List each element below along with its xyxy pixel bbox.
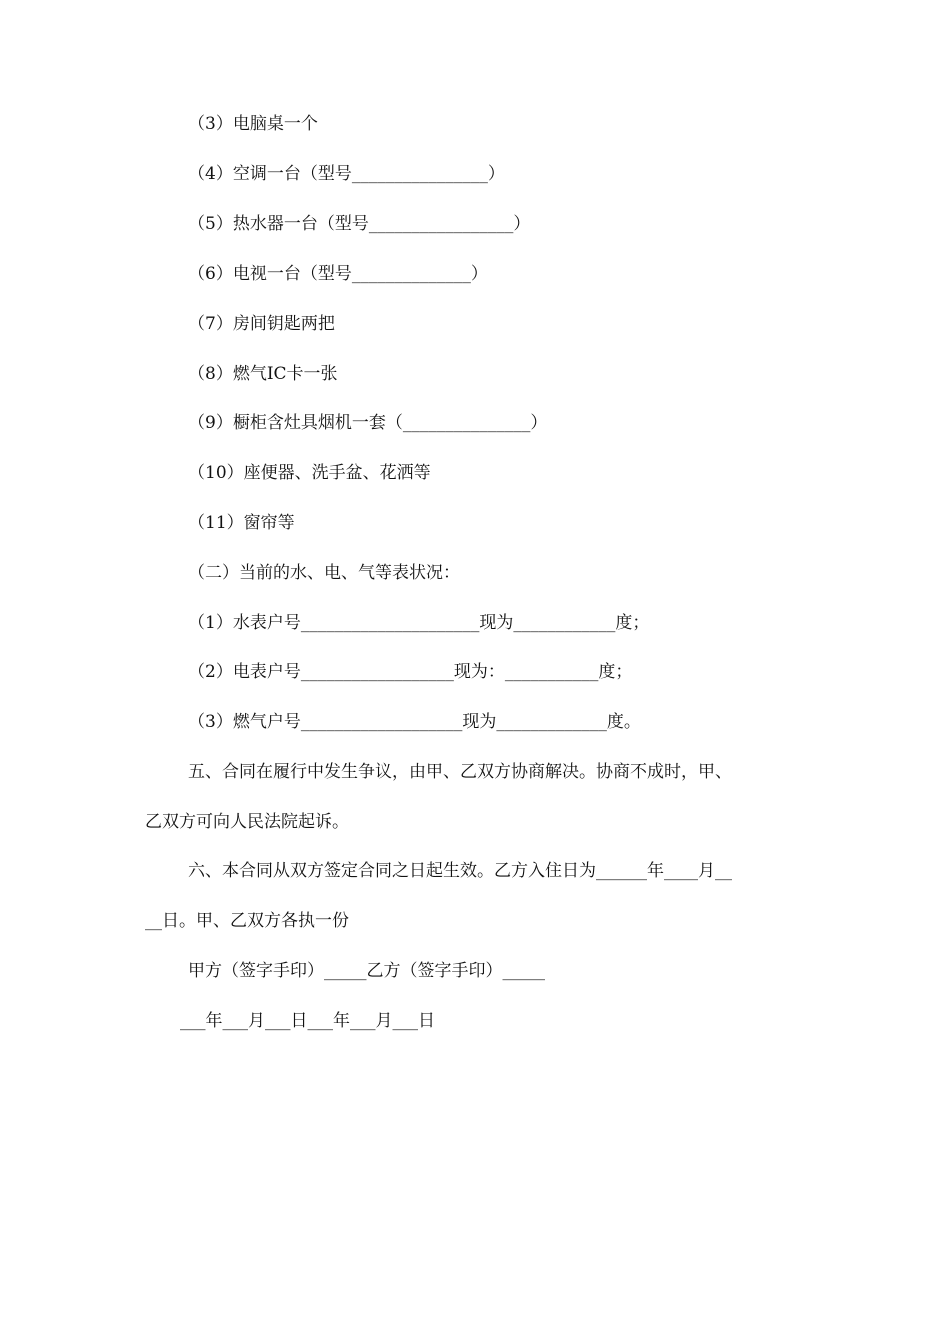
item-television: （6）电视一台（型号______________） xyxy=(188,264,488,284)
clause-six-line-1: 六、本合同从双方签定合同之日起生效。乙方入住日为______年____月__ xyxy=(188,861,732,881)
clause-six-line-2: __日。甲、乙双方各执一份 xyxy=(145,911,349,931)
signature-line: 甲方（签字手印）_____乙方（签字手印）_____ xyxy=(188,961,545,981)
item-computer-desk: （3）电脑桌一个 xyxy=(188,114,318,134)
clause-five-line-2: 乙双方可向人民法院起诉。 xyxy=(145,812,349,832)
clause-five-line-1: 五、合同在履行中发生争议，由甲、乙双方协商解决。协商不成时，甲、 xyxy=(188,762,732,782)
item-gas-ic-card: （8）燃气IC卡一张 xyxy=(188,364,338,384)
item-bathroom-fixtures: （10）座便器、洗手盆、花洒等 xyxy=(188,463,431,483)
gas-meter-line: （3）燃气户号___________________现为_____________度。 xyxy=(188,712,641,732)
electric-meter-line: （2）电表户号__________________现为：___________度； xyxy=(188,662,633,682)
water-meter-line: （1）水表户号_____________________现为____________度； xyxy=(188,613,650,633)
item-room-keys: （7）房间钥匙两把 xyxy=(188,314,335,334)
item-cabinet-set: （9）橱柜含灶具烟机一套（_______________） xyxy=(188,413,548,433)
meter-section-heading: （二）当前的水、电、气等表状况： xyxy=(188,563,460,583)
date-line: ___年___月___日___年___月___日 xyxy=(180,1011,435,1031)
item-curtains: （11）窗帘等 xyxy=(188,513,295,533)
item-air-conditioner: （4）空调一台（型号________________） xyxy=(188,164,505,184)
item-water-heater: （5）热水器一台（型号_________________） xyxy=(188,214,531,234)
